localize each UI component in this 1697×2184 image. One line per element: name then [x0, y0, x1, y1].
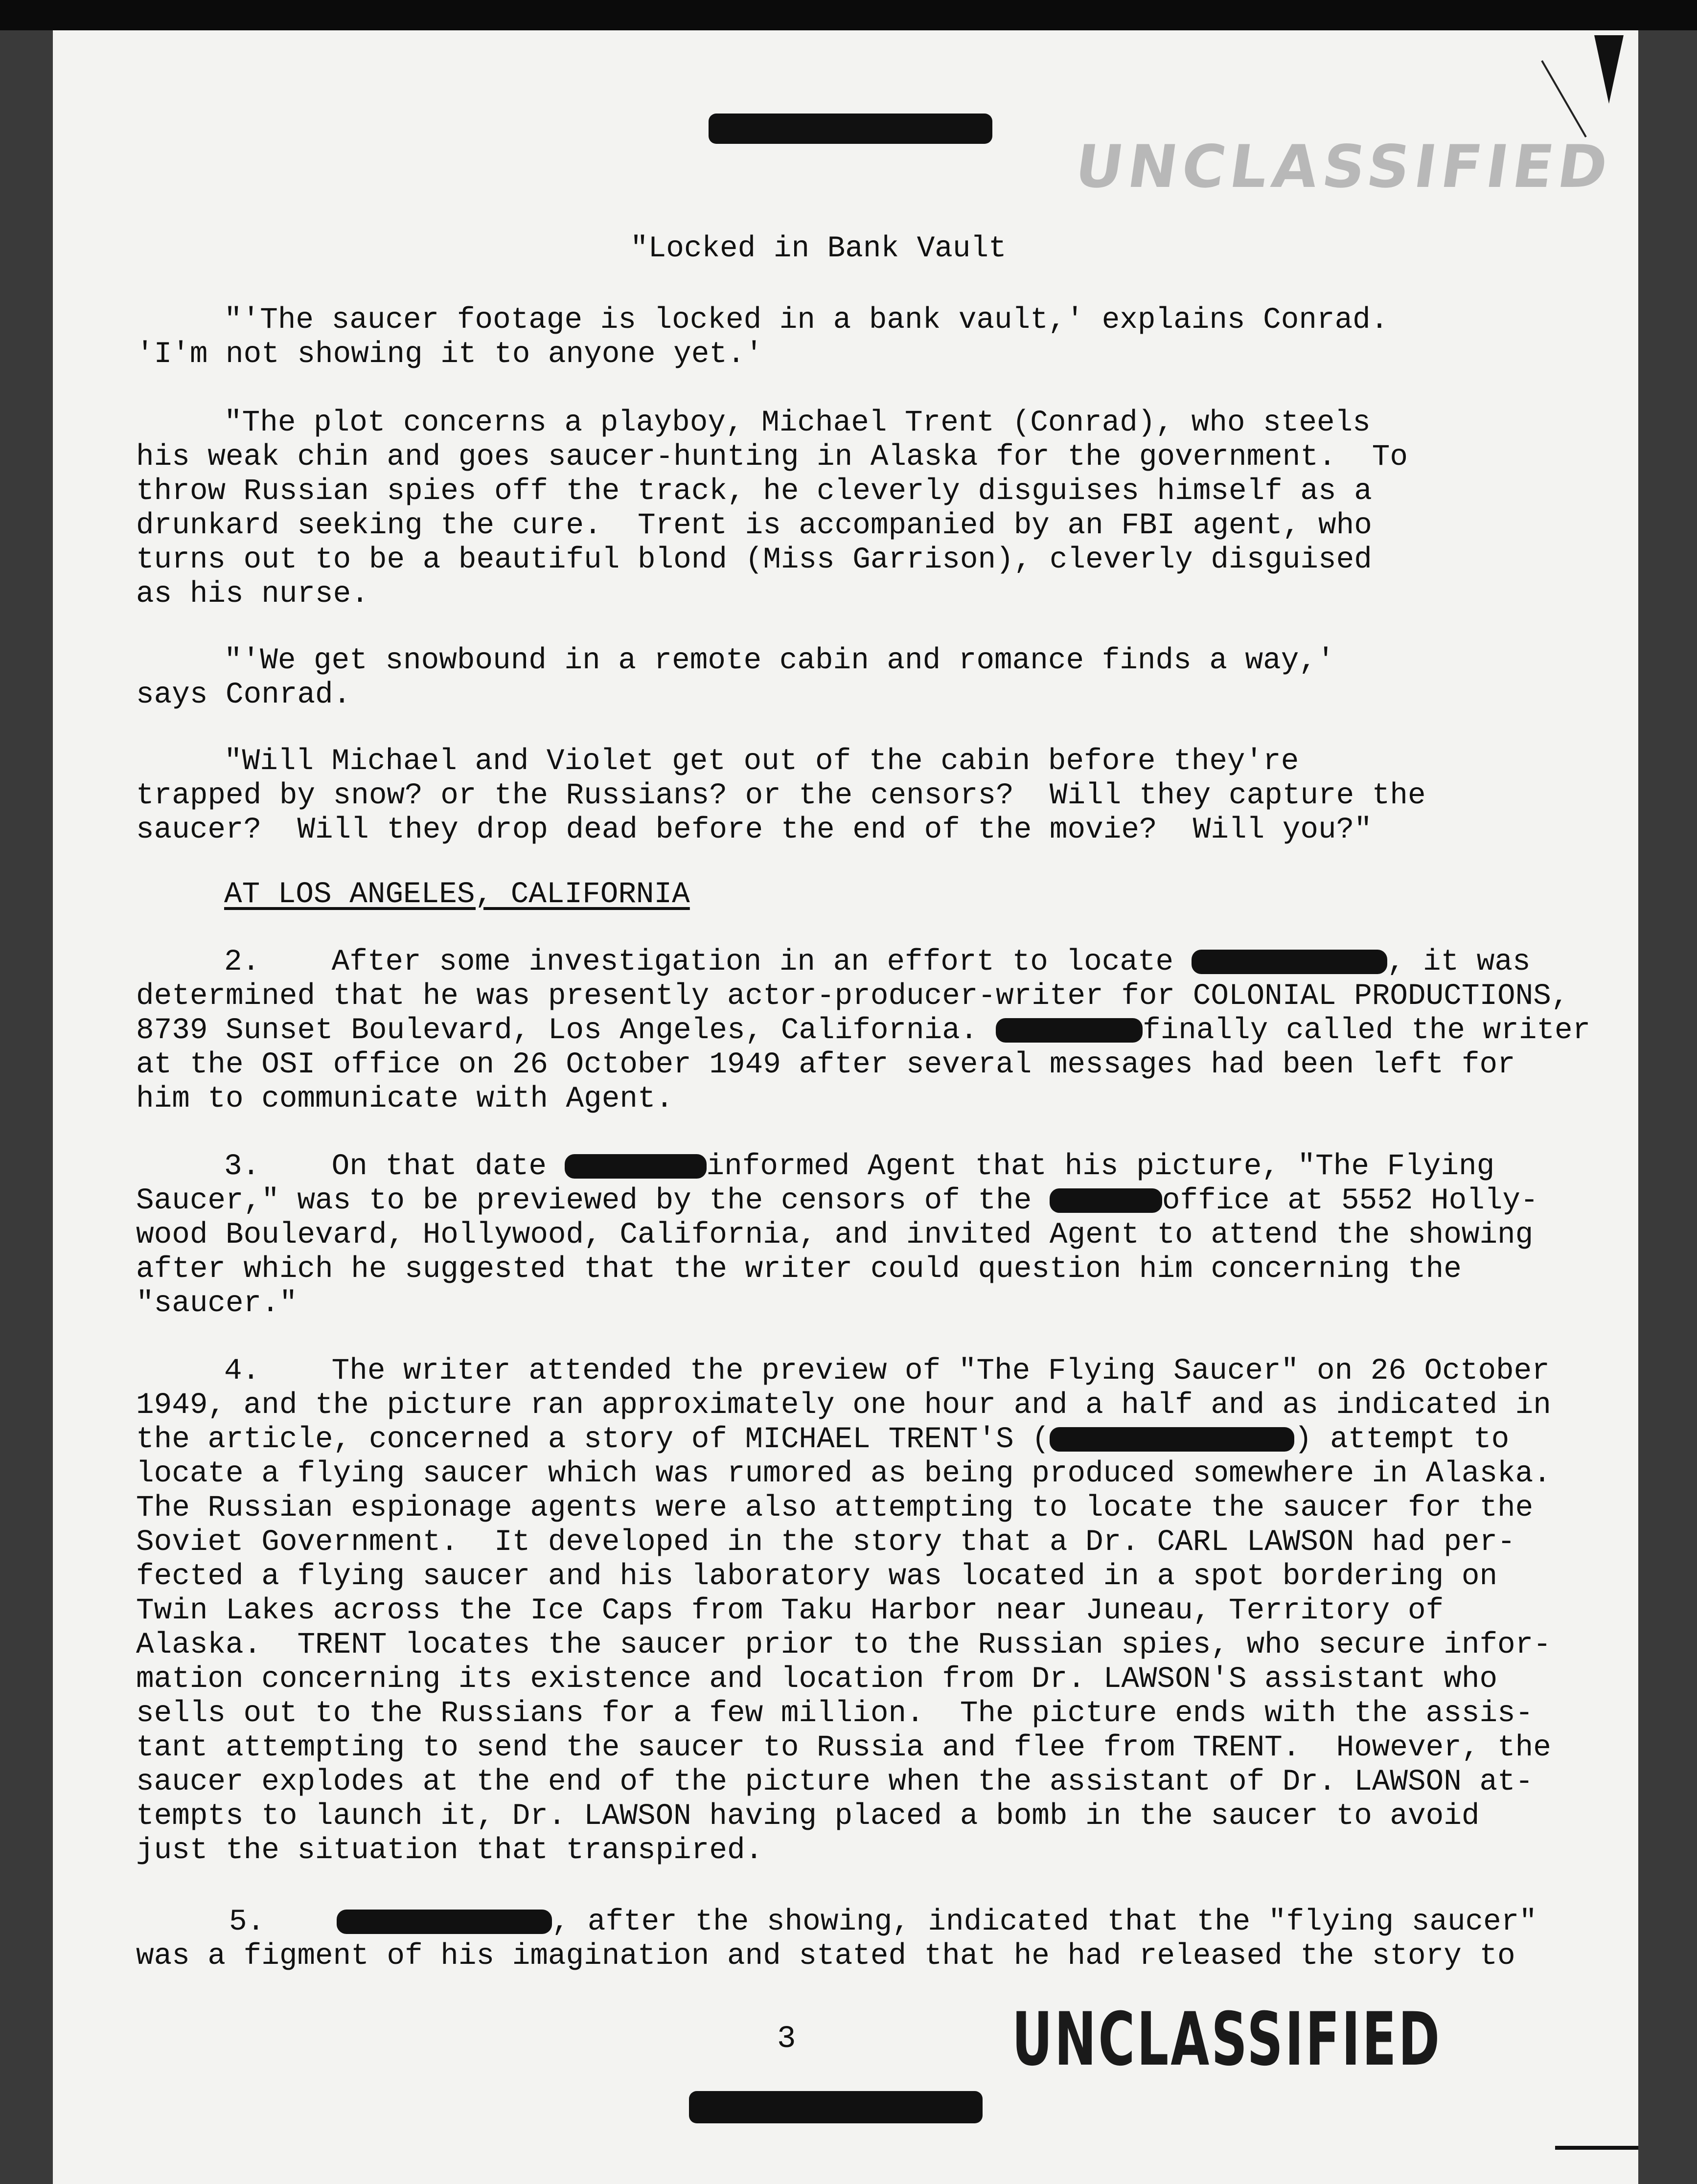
paragraph-3-line — [224, 1150, 1638, 1184]
paragraph-4-line: Alaska. TRENT locates the saucer prior to the Russian spies, who secure infor- — [136, 1628, 1551, 1662]
bottom-edge-mark — [1555, 2146, 1638, 2150]
text-fragment: finally called the writer — [1143, 1014, 1591, 1047]
quote-line: saucer? Will they drop dead before the end of the movie? Will you?" — [136, 813, 1372, 847]
text-fragment: On that date — [331, 1150, 547, 1183]
text-fragment: ) attempt to — [1294, 1423, 1510, 1456]
paragraph-4-line: tant attempting to send the saucer to Russia and flee from TRENT. However, the — [136, 1731, 1551, 1765]
text-fragment: informed Agent that his picture, "The Flying — [706, 1150, 1495, 1183]
paragraph-number: 2. — [224, 945, 260, 979]
paragraph-4-line — [136, 1423, 1594, 1457]
text-fragment: 8739 Sunset Boulevard, Los Angeles, California. — [136, 1014, 978, 1047]
quote-line: 'I'm not showing it to anyone yet.' — [136, 338, 763, 371]
paragraph-4-line: Soviet Government. It developed in the story that a Dr. CARL LAWSON had per- — [136, 1525, 1515, 1559]
paragraph-2-line: determined that he was presently actor-producer-writer for COLONIAL PRODUCTIONS, — [136, 979, 1569, 1013]
paragraph-3-line: after which he suggested that the writer could question him concerning the — [136, 1252, 1462, 1286]
paragraph-3-line: wood Boulevard, Hollywood, California, and invited Agent to attend the showing — [136, 1218, 1534, 1252]
paragraph-4-line: fected a flying saucer and his laboratory was located in a spot bordering on — [136, 1560, 1498, 1593]
article-heading: "Locked in Bank Vault — [630, 232, 1007, 266]
quote-line: "Will Michael and Violet get out of the cabin before they're — [224, 745, 1299, 778]
top-unclassified-stamp: UNCLASSIFIED — [1071, 133, 1617, 201]
top-classification-redaction — [709, 114, 992, 144]
paragraph-4-line: saucer explodes at the end of the picture when the assistant of Dr. LAWSON at- — [136, 1765, 1534, 1799]
redacted-name — [996, 1018, 1143, 1043]
section-heading: AT LOS ANGELES, CALIFORNIA — [224, 878, 690, 911]
text-fragment: After some investigation in an effort to locate — [331, 945, 1174, 979]
redacted-name — [1050, 1427, 1294, 1452]
paragraph-number: 5. — [229, 1905, 265, 1939]
paragraph-5-line: was a figment of his imagination and stated that he had released the story to — [136, 1939, 1515, 1973]
text-fragment: The writer attended the preview of "The Flying Saucer" on 26 October — [331, 1354, 1550, 1388]
paragraph-4-line: mation concerning its existence and location from Dr. LAWSON'S assistant who — [136, 1662, 1498, 1696]
quote-line: "'We get snowbound in a remote cabin and romance finds a way,' — [224, 644, 1335, 678]
bottom-classification-redaction — [689, 2091, 983, 2123]
quote-line: turns out to be a beautiful blond (Miss Garrison), cleverly disguised — [136, 543, 1372, 577]
paragraph-4-line: Twin Lakes across the Ice Caps from Taku Harbor near Juneau, Territory of — [136, 1594, 1444, 1628]
paragraph-4-line: tempts to launch it, Dr. LAWSON having placed a bomb in the saucer to avoid — [136, 1799, 1480, 1833]
paragraph-4-line — [224, 1354, 1638, 1388]
text-fragment: office at 5552 Holly- — [1162, 1184, 1538, 1218]
document-page — [53, 30, 1638, 2184]
text-fragment: , it was — [1387, 945, 1531, 979]
redacted-name — [337, 1910, 552, 1934]
paragraph-4-line: sells out to the Russians for a few million. The picture ends with the assis- — [136, 1697, 1534, 1730]
corner-scratch — [1541, 60, 1586, 137]
paragraph-3-line — [136, 1184, 1594, 1218]
paragraph-2-line — [224, 945, 1638, 979]
paragraph-2-line: him to communicate with Agent. — [136, 1082, 674, 1116]
paragraph-2-line — [136, 1014, 1594, 1048]
paragraph-5-line — [229, 1905, 1638, 1939]
paragraph-4-line: The Russian espionage agents were also attempting to locate the saucer for the — [136, 1491, 1534, 1525]
page-number: 3 — [777, 2022, 796, 2057]
paragraph-4-line: locate a flying saucer which was rumored as being produced somewhere in Alaska. — [136, 1457, 1551, 1491]
text-fragment: Saucer," was to be previewed by the censors of the — [136, 1184, 1032, 1218]
redacted-name — [565, 1154, 707, 1179]
quote-line: drunkard seeking the cure. Trent is accompanied by an FBI agent, who — [136, 509, 1372, 543]
paragraph-4-line: 1949, and the picture ran approximately one hour and a half and as indicated in — [136, 1388, 1551, 1422]
scan-top-border — [0, 0, 1697, 30]
quote-line: throw Russian spies off the track, he cleverly disguises himself as a — [136, 475, 1372, 508]
quote-line: trapped by snow? or the Russians? or the censors? Will they capture the — [136, 779, 1426, 813]
redacted-name — [1192, 950, 1387, 974]
quote-line: as his nurse. — [136, 577, 369, 611]
paragraph-number: 4. — [224, 1354, 260, 1388]
paragraph-4-line: just the situation that transpired. — [136, 1834, 763, 1867]
corner-mark — [1594, 35, 1624, 104]
paragraph-3-line: "saucer." — [136, 1287, 298, 1320]
quote-line: says Conrad. — [136, 678, 351, 712]
quote-line: "'The saucer footage is locked in a bank vault,' explains Conrad. — [224, 303, 1389, 337]
quote-line: "The plot concerns a playboy, Michael Trent (Conrad), who steels — [224, 406, 1371, 440]
paragraph-2-line: at the OSI office on 26 October 1949 after several messages had been left for — [136, 1048, 1515, 1082]
bottom-unclassified-stamp: UNCLASSIFIED — [1012, 1997, 1442, 2082]
redacted-agency — [1050, 1188, 1162, 1213]
quote-line: his weak chin and goes saucer-hunting in Alaska for the government. To — [136, 440, 1408, 474]
paragraph-number: 3. — [224, 1150, 260, 1183]
text-fragment: , after the showing, indicated that the "flying saucer" — [551, 1905, 1537, 1939]
text-fragment: the article, concerned a story of MICHAEL TRENT'S ( — [136, 1423, 1050, 1456]
